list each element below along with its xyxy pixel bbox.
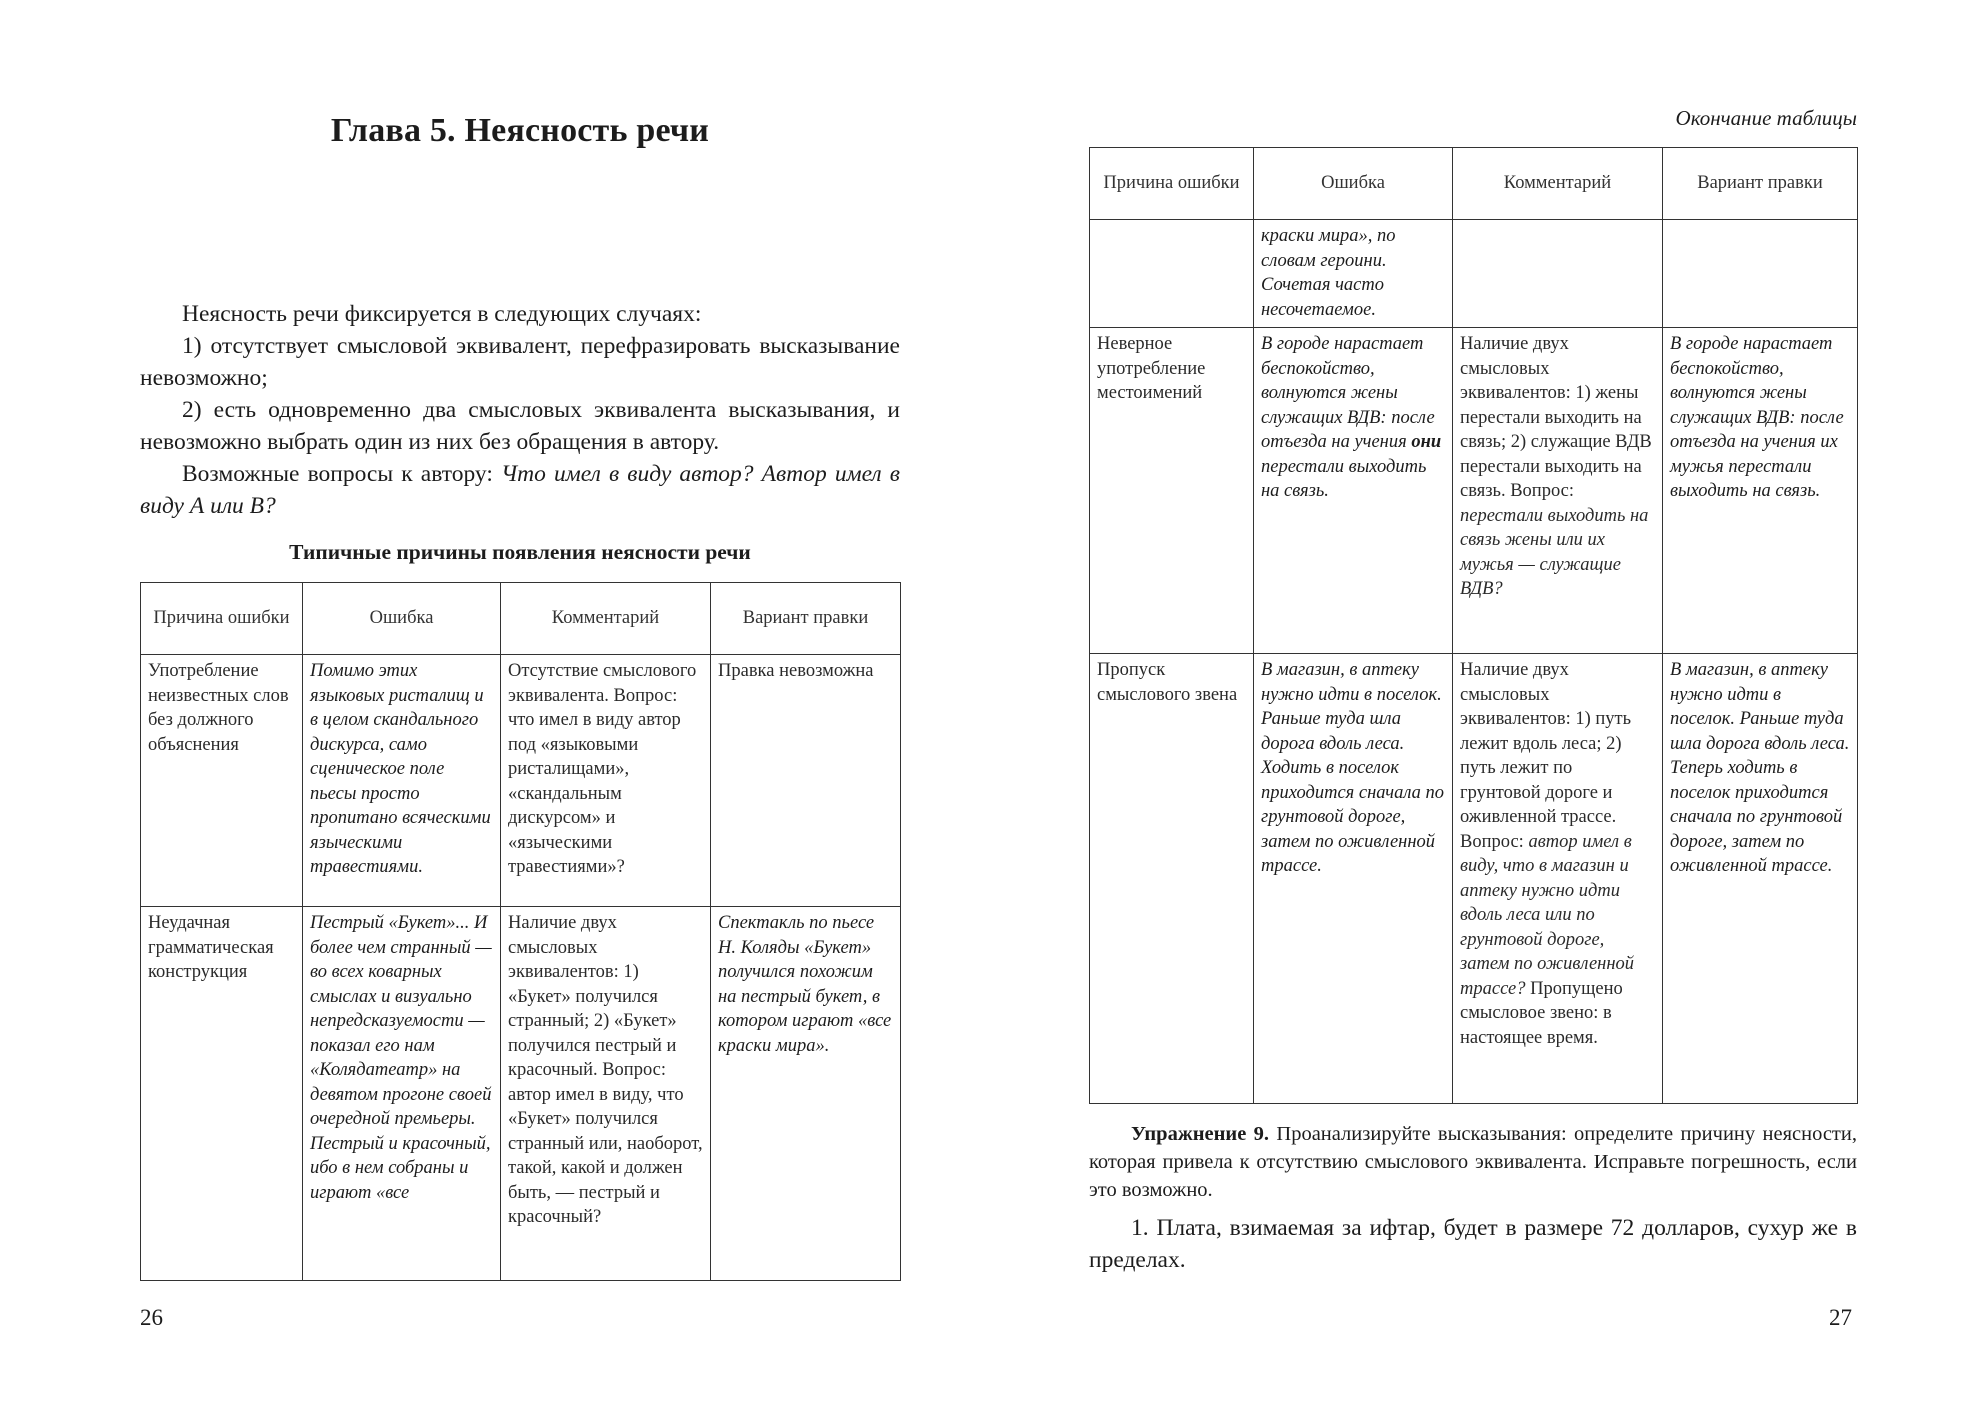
comment-question: автор имел в виду, что в магазин и аптеку нужно идти вдоль леса или по грунтовой дороге, затем по оживленной трассе? [1460,831,1635,999]
cell-comment: Отсутствие смыслового эквивалента. Вопрос: что имел в виду автор под «языковыми ристалищами», «скандальным дискурсом» и «языческими травестиями»? [501,655,711,907]
table-ending-label: Окончание таблицы [1675,106,1857,130]
cell-error: Помимо этих языковых ристалищ и в целом скандального дискурса, само сценическое поле пьесы просто пропитано всяческими языческими травестиями. [303,655,501,907]
intro-lead: Неясность речи фиксируется в следующих случаях: [182,301,702,327]
comment-text: Наличие двух смысловых эквивалентов: 1) жены перестали выходить на связь; 2) служащие ВДВ перестали выходить на связь. Вопрос: [1460,334,1652,501]
exercise-item-1: 1. Плата, взимаемая за ифтар, будет в размере 72 долларов, сухур же в пределах. [1089,1215,1857,1273]
chapter-title: Глава 5. Неясность речи [330,112,710,149]
cell-cause: Употребление неизвестных слов без должного объяснения [141,655,303,907]
error-text-bold: они [1411,432,1442,452]
cell-fix [1663,220,1858,328]
cell-cause: Неудачная грамматическая конструкция [141,907,303,1281]
comment-text: Наличие двух смысловых эквивалентов: 1) путь лежит вдоль леса; 2) путь лежит по грунтовой дороге и оживленной трассе. Вопрос: [1460,660,1632,852]
table-row [141,907,901,1281]
cell-cause: Пропуск смыслового звена [1090,654,1254,1104]
cell-error [1254,328,1453,654]
cell-comment [1453,328,1663,654]
intro-questions [140,458,900,522]
cell-comment [1453,654,1663,1104]
header-fix: Вариант правки [1663,148,1858,220]
cell-comment: Наличие двух смысловых эквивалентов: 1) «Букет» получился странный; 2) «Букет» получился пестрый и красочный. Вопрос: автор имел в виду, что «Букет» получился странный или, наоборот, такой, какой и должен быть, — пестрый и красочный? [501,907,711,1281]
exercise-label: Упражнение 9. [1131,1123,1270,1145]
cell-fix: Правка невозможна [711,655,901,907]
cell-cause: Неверное употребление местоимений [1090,328,1254,654]
page-number: 27 [1829,1305,1852,1330]
comment-question: перестали выходить на связь жены или их мужья — служащие ВДВ? [1460,505,1649,599]
header-comment: Комментарий [501,583,711,655]
exercise-text: Проанализируйте высказывания: определите причину неясности, которая привела к отсутствию смыслового эквивалента. Исправьте погрешность, если это возможно. [1089,1123,1857,1201]
header-error: Ошибка [303,583,501,655]
cell-error: краски мира», по словам героини. Сочетая часто несочетаемое. [1254,220,1453,328]
cell-comment [1453,220,1663,328]
header-cause: Причина ошибки [1090,148,1254,220]
intro-case-2: 2) есть одновременно два смысловых эквивалента высказывания, и невозможно выбрать один из них без обращения в автору. [140,397,900,455]
table-row [141,655,901,907]
table-header-row [141,583,901,655]
questions-text: Что имел в виду автор? Автор имел в виду А или В? [140,461,900,519]
exercise-block [1089,1120,1857,1276]
error-text-after: перестали выходить на связь. [1261,456,1427,501]
table-row [1090,654,1858,1104]
cell-error: В магазин, в аптеку нужно идти в поселок. Раньше туда шла дорога вдоль леса. Ходить в поселок приходится сначала по грунтовой дороге, затем по оживленной трассе. [1254,654,1453,1104]
intro-case-1: 1) отсутствует смысловой эквивалент, перефразировать высказывание невозможно; [140,333,900,391]
right-page [993,0,1986,1414]
table-row [1090,220,1858,328]
causes-table-continued [1089,147,1858,1104]
causes-table [140,582,901,1281]
intro-text [140,298,900,522]
cell-fix: В магазин, в аптеку нужно идти в поселок. Раньше туда шла дорога вдоль леса. Теперь ходить в поселок приходится сначала по грунтовой дороге, затем по оживленной трассе. [1663,654,1858,1104]
table-header-row [1090,148,1858,220]
cell-cause [1090,220,1254,328]
header-fix: Вариант правки [711,583,901,655]
cell-error: Пестрый «Букет»... И более чем странный — во всех коварных смыслах и визуально непредсказуемости — показал его нам «Колядатеатр» на девятом прогоне своей очередной премьеры. Пестрый и красочный, ибо в нем собраны и играют «все [303,907,501,1281]
table-caption: Типичные причины появления неясности речи [289,540,751,564]
header-error: Ошибка [1254,148,1453,220]
cell-fix: Спектакль по пьесе Н. Коляды «Букет» получился похожим на пестрый букет, в котором играют «все краски мира». [711,907,901,1281]
comment-tail: Пропущено смысловое звено: в настоящее время. [1460,978,1623,1048]
exercise-instruction [1089,1120,1857,1204]
cell-fix: В городе нарастает беспокойство, волнуются жены служащих ВДВ: после отъезда на учения их мужья перестали выходить на связь. [1663,328,1858,654]
table-row [1090,328,1858,654]
error-text-before: В городе нарастает беспокойство, волнуются жены служащих ВДВ: после отъезда на учения [1261,334,1435,452]
header-cause: Причина ошибки [141,583,303,655]
header-comment: Комментарий [1453,148,1663,220]
page-number: 26 [140,1305,163,1330]
questions-lead: Возможные вопросы к автору: [182,461,493,487]
